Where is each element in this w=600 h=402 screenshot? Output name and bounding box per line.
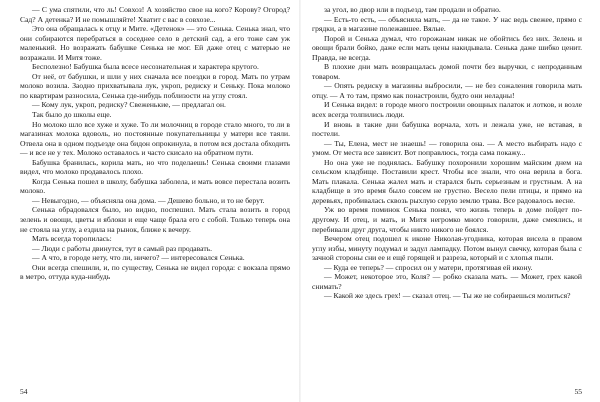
page-number: 54: [20, 387, 28, 396]
paragraph: Так было до школы еще.: [32, 110, 112, 120]
paragraph: В плохие дни мать возвращалась домой почти без выручки, с непроданным товаром.: [312, 62, 582, 81]
paragraph: И Сенька видел: в городе много построили овощных палаток и лотков, и возле всех всегда толпились люди.: [312, 100, 582, 120]
paragraph: за угол, во двор или в подъезд, там продали и обратно.: [324, 5, 501, 14]
paragraph: Но она уже не поднялась. Бабушку похоронили хорошим майским днем на сельском кладбище. Поставили крест. Чтобы все знали, что она верила в бога. Мать плакала. Сенька жалел мать и старался быть серьезным и грустным. А на кладбище в это время было совсем не грустно. Весело пели птицы, и прямо на деревьях, пробивалась сквозь рыхлую серую землю трава. Все радовалось весне.: [312, 157, 582, 205]
paragraph: Уж во время поминок Сенька понял, что жизнь теперь в доме пойдет по-другому. И отец, и мать, и Митя негромко много говорили, даже смеялись, и перебивали друг друга, чтобы никто никого не боялся.: [312, 205, 582, 234]
page-number: 55: [574, 387, 582, 396]
paragraph: — Может, некоторое это, Коля? — робко сказала мать. — Может, грех какой снимать?: [312, 272, 582, 291]
paragraph: Порой и Сенька думал, что горожанам никак не обойтись без них. Зелень и овощи брали бойко, даже если мать цены накидывала. Сенька даже шибко ценит. Правда, не всегда.: [312, 33, 582, 62]
paragraph: Вечером отец подошел к иконе Николая-угодника, которая висела в правом углу избы, минуту подумал и задул лампадку. Потом вынул свечку, которая была с зачной стороны сни ее и ещё горящей и разреза, который и с хлопья пыли.: [312, 234, 582, 263]
paragraph: Но молоко шло все хуже и хуже. То ли молочниц в городе стало много, то ли в магазинах молока вдоволь, но постоянные покупательницы у матери все таяли. Отвела она в одном подъезде она бидон опрокинула, в потом вся достала обходить — и все не у тех. Молоко оставалось и часто скисало на обратном пути.: [20, 119, 290, 158]
paragraph: — Люди с работы двинутся, тут в самый раз продавать.: [32, 243, 213, 253]
paragraph: Когда Сенька пошел в школу, бабушка заболела, и мать вовсе перестала возить молоко.: [20, 176, 290, 196]
paragraph: — Кому лук, укроп, редиску? Свеженькие, — предлагал он.: [32, 100, 226, 110]
paragraph: — Какой же здесь грех! — сказал отец. — Ты же не собираешься молиться?: [324, 291, 571, 301]
right-page: [300, 0, 600, 402]
paragraph: — Ты, Елена, мест не знаешь! — говорила она. — А место выбирать надо с умом. От места все зависит. Вот поправлюсь, тогда сама покажу...: [312, 138, 582, 158]
paragraph: — А что, в городе нету, что ли, ничего? — интересовался Сенька.: [32, 253, 245, 263]
paragraph: Бабушка бранилась, корила мать, но что поделаешь! Сенька своими глазами видел, что молоко продавалось плохо.: [20, 157, 290, 177]
paragraph: — С ума спятили, что ль! Совхоз! А хозяйство свое на кого? Корову? Огород? Сад? А детенка? И не помышляйте! Хватит с вас в совхозе...: [20, 5, 290, 24]
paragraph: И вновь в такие дни бабушка ворчала, хоть и лежала уже, не вставая, в постели.: [312, 119, 582, 139]
paragraph: Это она обращалась к отцу и Мите. «Детенок» — это Сенька. Сенька знал, что они собираются перебраться в соседнее село в детский сад, а его тоже сам уж маленький. Но возражать бабушке Сенька не мог. Ей даже отец с матерью не возражали. И Митя тоже.: [20, 24, 290, 62]
paragraph: — Есть-то есть, — объясняла мать, — да не такое. У нас ведь свежее, прямо с грядки, а в магазине полежавшее. Вялые.: [312, 14, 582, 34]
paragraph: Сенька обрадовался было, но видно, поспешил. Мать стала возить в город зелень и овощи, цветы и яблоки и еще чаще брала его с собой. Только теперь она не стояла на углу, а ездила на рынок, ближе к вечеру.: [20, 205, 290, 234]
paragraph: Бесполезно! Бабушка была всесе несознательная и характера крутого.: [32, 62, 259, 72]
paragraph: От неё, от бабушки, и шли у них сначала все поездки в город. Мать по утрам молоко возила. Заодно прихватывала лук, укроп, редиску и Сеньку. Пока молоко по квартирам разносила, Сенька где-нибудь поблизости на углу стоял.: [20, 71, 290, 100]
paragraph: — Куда ее теперь? — спросил он у матери, протягивая ей икону.: [324, 262, 533, 272]
paragraph: Они всегда спешили, и, по существу, Сенька не видел города: с вокзала прямо в метро, оттуда куда-нибудь: [20, 262, 290, 282]
paragraph: Мать всегда торопилась:: [32, 234, 112, 244]
paragraph: — Невыгодно, — объясняла она дома. — Дешево больно, и то не берут.: [32, 195, 265, 205]
paragraph: — Опять редиску в магазины выбросили, — не без сожаления говорила мать отцу. — А то там, прямо как понастроили, будто они неладны!: [312, 81, 582, 100]
